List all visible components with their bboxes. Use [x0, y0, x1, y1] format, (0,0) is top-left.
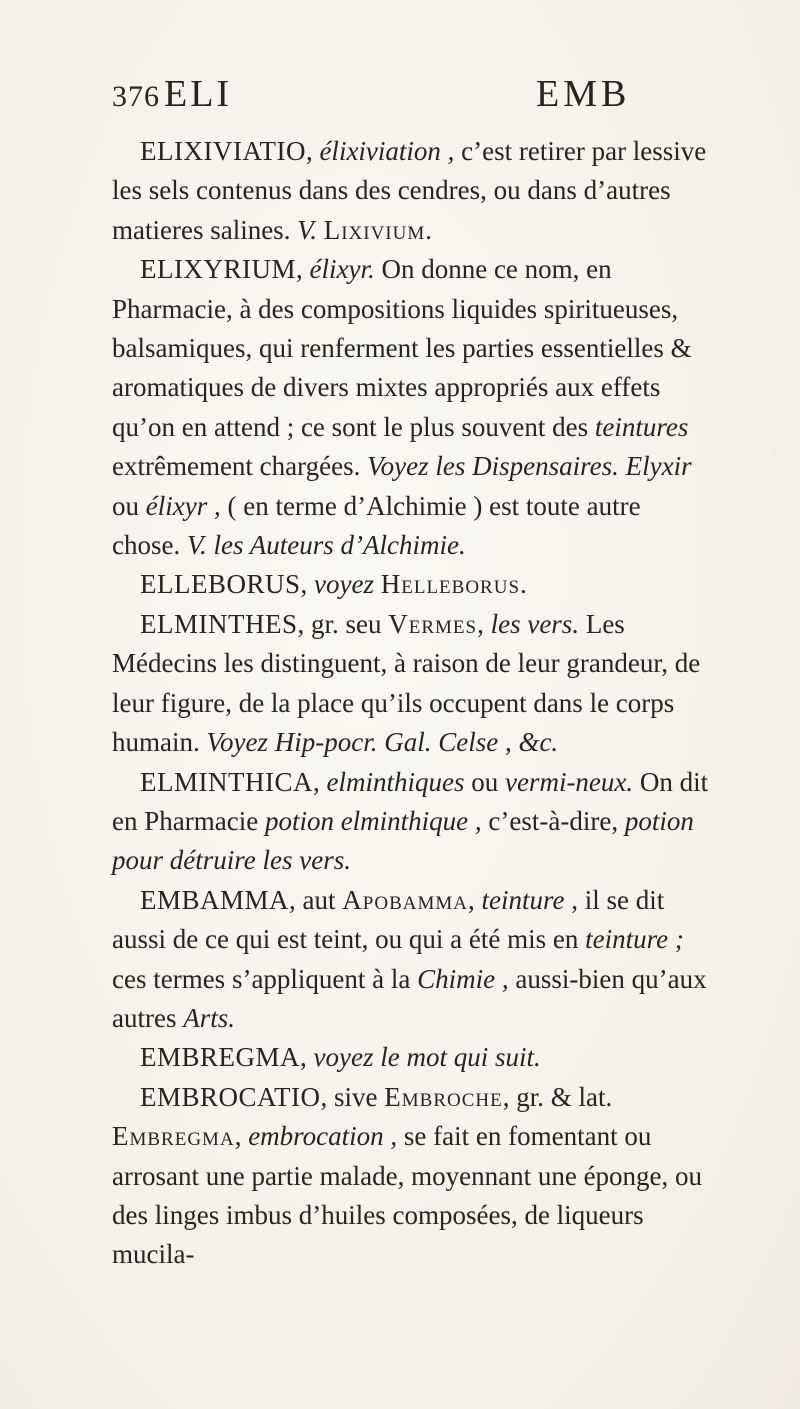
- entry-elminthes: [112, 605, 712, 763]
- entry-italic: les vers.: [490, 608, 580, 639]
- headword: ELIXIVIATIO: [140, 136, 306, 166]
- entry-italic: Arts.: [183, 1002, 235, 1033]
- entry-text: ,: [300, 569, 315, 600]
- entry-italic: elminthiques: [326, 766, 465, 797]
- entry-text: On donne ce nom, en Pharmacie, à des compositions liquides spiritueuses, balsamiques, qui renferment les parties essentielles & aromatiques de divers mixtes appropriés aux effets qu’on en attend ; ce sont le plus souvent des: [112, 254, 692, 442]
- entry-text: c’est-à-dire,: [481, 805, 625, 836]
- entry-italic: embrocation ,: [248, 1121, 398, 1152]
- entry-text: ou: [464, 766, 505, 797]
- entry-text: , gr. & lat.: [502, 1081, 613, 1112]
- cross-reference: Voyez Hip-pocr. Gal. Celse , &c.: [206, 727, 559, 758]
- running-head-left: ELI: [164, 73, 233, 115]
- entry-text: ,: [234, 1121, 249, 1152]
- headword: ELMINTHES: [140, 608, 298, 639]
- cross-reference: Voyez les Dispensaires. Elyxir: [367, 451, 692, 482]
- cross-reference: V. les Auteurs d’Alchimie.: [186, 530, 466, 561]
- entry-text: c’est retirer par lessive les sels contenus dans des cendres, ou dans d’autres matieres salines.: [112, 136, 707, 245]
- entry-italic: élixyr.: [309, 254, 375, 285]
- page-number: 376: [112, 80, 160, 113]
- cross-reference-term: Lixivium.: [323, 214, 434, 245]
- entry-text: , aut: [289, 884, 343, 915]
- entry-text: , sive: [320, 1081, 385, 1112]
- cross-reference-term: Helleborus.: [380, 569, 528, 600]
- headword: ELLEBORUS: [140, 569, 301, 600]
- entry-text: ,: [305, 136, 320, 166]
- entry-text: aussi-bien qu’aux autres: [112, 963, 707, 1033]
- entry-text: ou: [112, 490, 146, 521]
- dictionary-text: [112, 132, 712, 1275]
- cross-reference: voyez le mot qui suit.: [313, 1042, 541, 1073]
- entry-embregma: [112, 1038, 712, 1077]
- entry-italic: élixiviation ,: [319, 136, 455, 166]
- entry-text: ,: [312, 766, 327, 797]
- entry-italic: teinture ;: [585, 924, 684, 955]
- entry-text: ,: [295, 254, 310, 285]
- headword: ELIXYRIUM: [140, 254, 296, 285]
- headword: EMBROCATIO: [140, 1081, 321, 1112]
- synonym-term: Embroche: [384, 1081, 503, 1112]
- entry-text: ,: [477, 608, 491, 639]
- running-header: [112, 72, 652, 122]
- entry-text: [374, 569, 381, 599]
- entry-italic: teintures: [594, 411, 689, 442]
- entry-text: ,: [467, 884, 482, 915]
- synonym-term: Vermes: [388, 608, 478, 639]
- entry-text: ,: [300, 1042, 314, 1073]
- running-head-right: EMB: [536, 73, 631, 115]
- headword: ELMINTHICA: [140, 766, 313, 797]
- entry-italic: teinture ,: [481, 884, 578, 915]
- entry-text: , gr. seu: [297, 608, 389, 639]
- entry-elixyrium: [112, 250, 712, 565]
- synonym-term: Embregma: [112, 1121, 235, 1152]
- entry-text: extrêmement chargées.: [112, 451, 368, 482]
- entry-text: ces termes s’appliquent à la: [112, 963, 418, 994]
- entry-text: se fait en fomentant ou arrosant une partie malade, moyennant une éponge, ou des linges imbus d’huiles composées, de liqueurs mucila-: [112, 1121, 703, 1270]
- entry-elminthica: [112, 763, 712, 881]
- entry-italic: potion pour détruire les vers.: [112, 805, 694, 876]
- entry-text: Les Médecins les distinguent, à raison de leur grandeur, de leur figure, de la place qu’ils occupent dans le corps humain.: [112, 608, 701, 758]
- cross-reference: voyez: [314, 569, 374, 600]
- entry-elixiviatio: [112, 132, 712, 250]
- cross-reference: V.: [297, 214, 317, 245]
- entry-embrocatio: [112, 1078, 712, 1275]
- headword: EMBAMMA: [140, 884, 290, 915]
- entry-text: On dit en Pharmacie: [112, 766, 709, 836]
- entry-text: il se dit aussi de ce qui est teint, ou qui a été mis en: [112, 884, 665, 955]
- entry-elleborus: [112, 565, 712, 604]
- entry-embamma: [112, 881, 712, 1039]
- entry-italic: potion elminthique ,: [264, 805, 482, 836]
- entry-italic: Chimie ,: [417, 963, 509, 994]
- entry-italic: élixyr ,: [145, 490, 221, 521]
- headword: EMBREGMA: [140, 1042, 301, 1073]
- synonym-term: Apobamma: [342, 884, 468, 915]
- entry-text: ( en terme d’Alchimie ) est toute autre chose.: [112, 490, 641, 561]
- entry-italic: vermi-neux.: [504, 766, 634, 797]
